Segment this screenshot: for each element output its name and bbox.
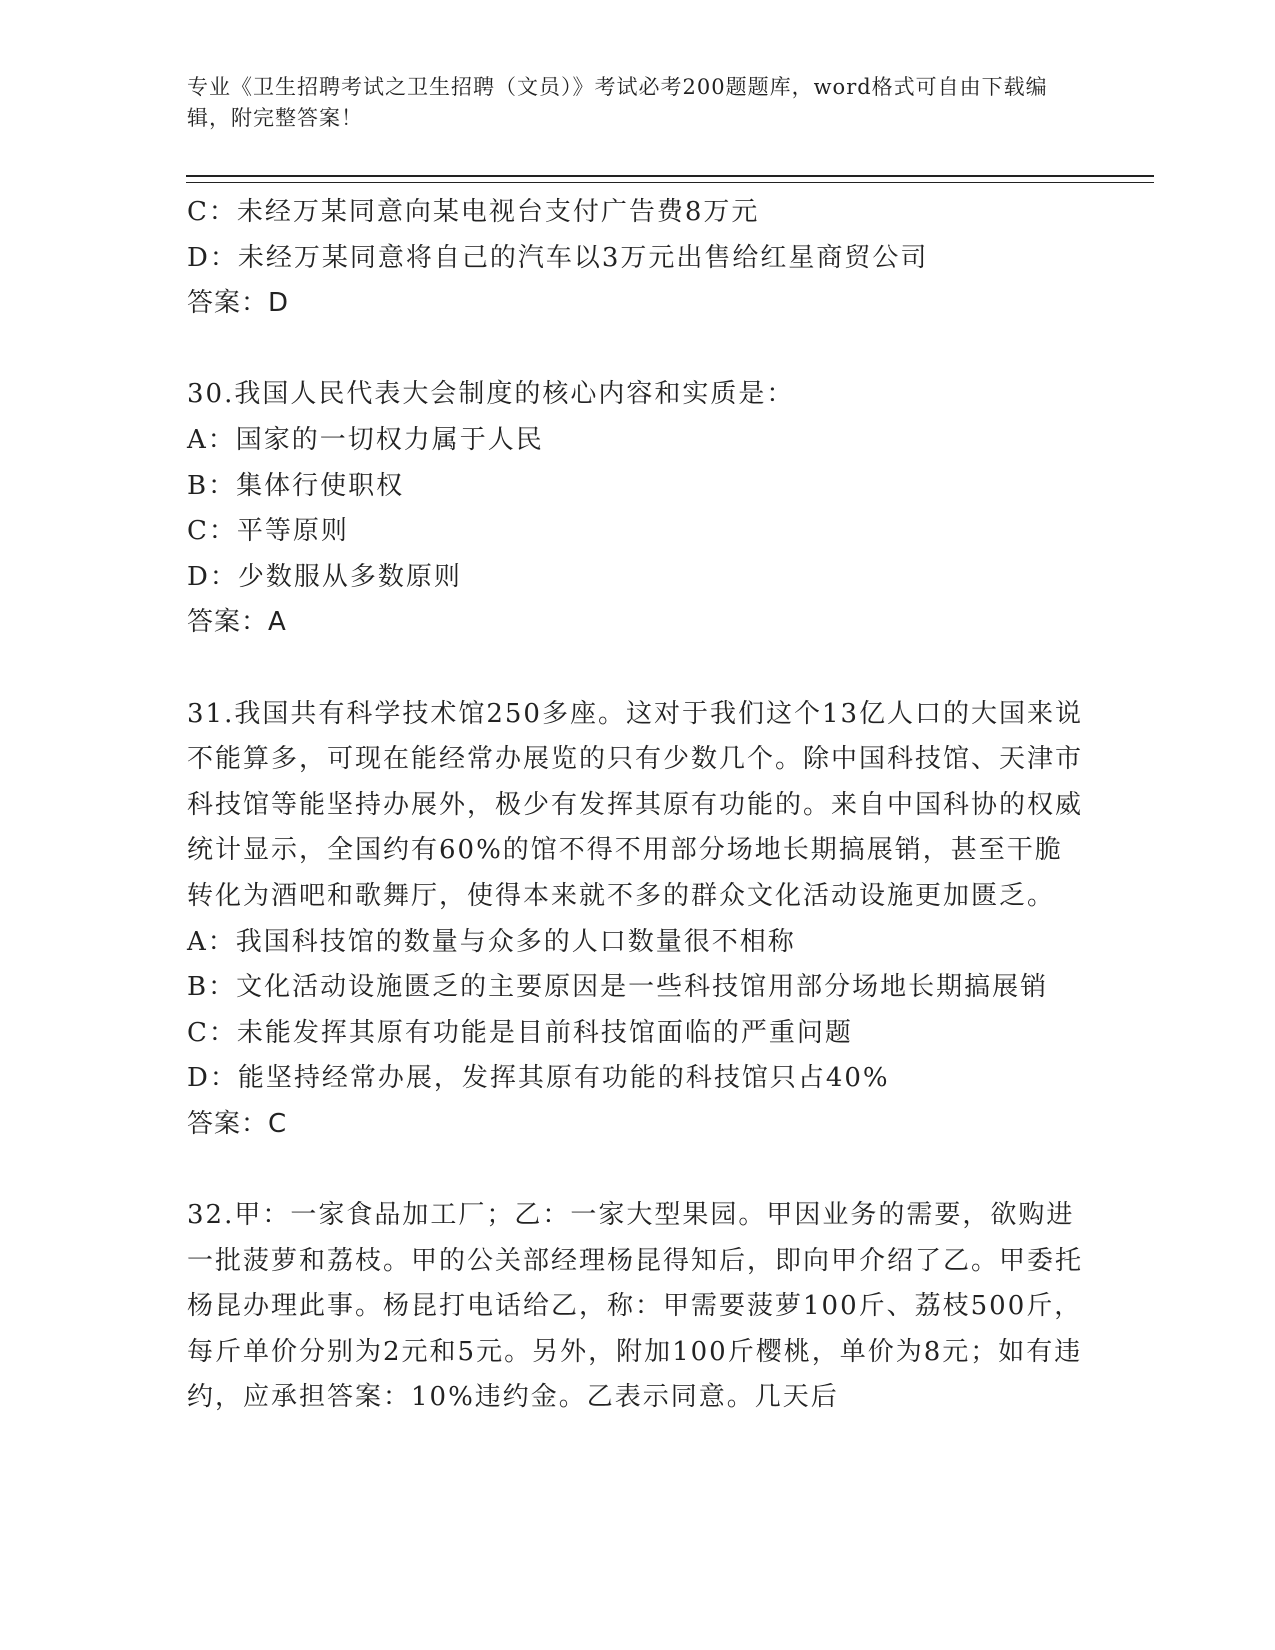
question-stem: 30.我国人民代表大会制度的核心内容和实质是： (187, 379, 795, 410)
spacer (187, 646, 1087, 692)
option-c: C：未经万某同意向某电视台支付广告费8万元 (187, 197, 760, 227)
document-body (187, 190, 1087, 1421)
answer-line: 答案：A (187, 607, 287, 638)
option-d: D：未经万某同意将自己的汽车以3万元出售给红星商贸公司 (187, 242, 929, 273)
option-a: A：国家的一切权力属于人民 (187, 424, 544, 455)
question-30 (187, 372, 1087, 646)
question-31 (187, 692, 1087, 1148)
option-d: D：能坚持经常办展，发挥其原有功能的科技馆只占40% (187, 1063, 890, 1094)
answer-line: 答案：C (187, 1108, 288, 1139)
option-b: B：集体行使职权 (187, 470, 405, 501)
option-b: B：文化活动设施匮乏的主要原因是一些科技馆用部分场地长期搞展销 (187, 972, 1049, 1003)
question-stem: 31.我国共有科学技术馆250多座。这对于我们这个13亿人口的大国来说不能算多，可现在能经常办展览的只有少数几个。除中国科技馆、天津市科技馆等能坚持办展外，极少有发挥其原有功能的。来自中国科协的权威统计显示，全国约有60%的馆不得不用部分场地长期搞展销，甚至干脆转化为酒吧和歌舞厅，使得本来就不多的群众文化活动设施更加匮乏。 (187, 698, 1084, 911)
spacer (187, 1147, 1087, 1193)
header-divider-thick (186, 175, 1154, 177)
spacer (187, 327, 1087, 373)
option-c: C：未能发挥其原有功能是目前科技馆面临的严重问题 (187, 1017, 853, 1048)
question-32 (187, 1193, 1087, 1421)
question-29-continued (187, 190, 1087, 327)
header-divider-thin (186, 182, 1154, 183)
option-a: A：我国科技馆的数量与众多的人口数量很不相称 (187, 926, 796, 957)
option-c: C：平等原则 (187, 516, 349, 547)
answer-line: 答案：D (187, 288, 290, 319)
document-header: 专业《卫生招聘考试之卫生招聘（文员）》考试必考200题题库，word格式可自由下载编辑，附完整答案！ (187, 75, 1048, 130)
option-d: D：少数服从多数原则 (187, 561, 462, 592)
question-stem: 32.甲：一家食品加工厂；乙：一家大型果园。甲因业务的需要，欲购进一批菠萝和荔枝。甲的公关部经理杨昆得知后，即向甲介绍了乙。甲委托杨昆办理此事。杨昆打电话给乙，称：甲需要菠萝100斤、荔枝500斤，每斤单价分别为2元和5元。另外，附加100斤樱桃，单价为8元；如有违约，应承担答案：10%违约金。乙表示同意。几天后 (187, 1200, 1084, 1413)
